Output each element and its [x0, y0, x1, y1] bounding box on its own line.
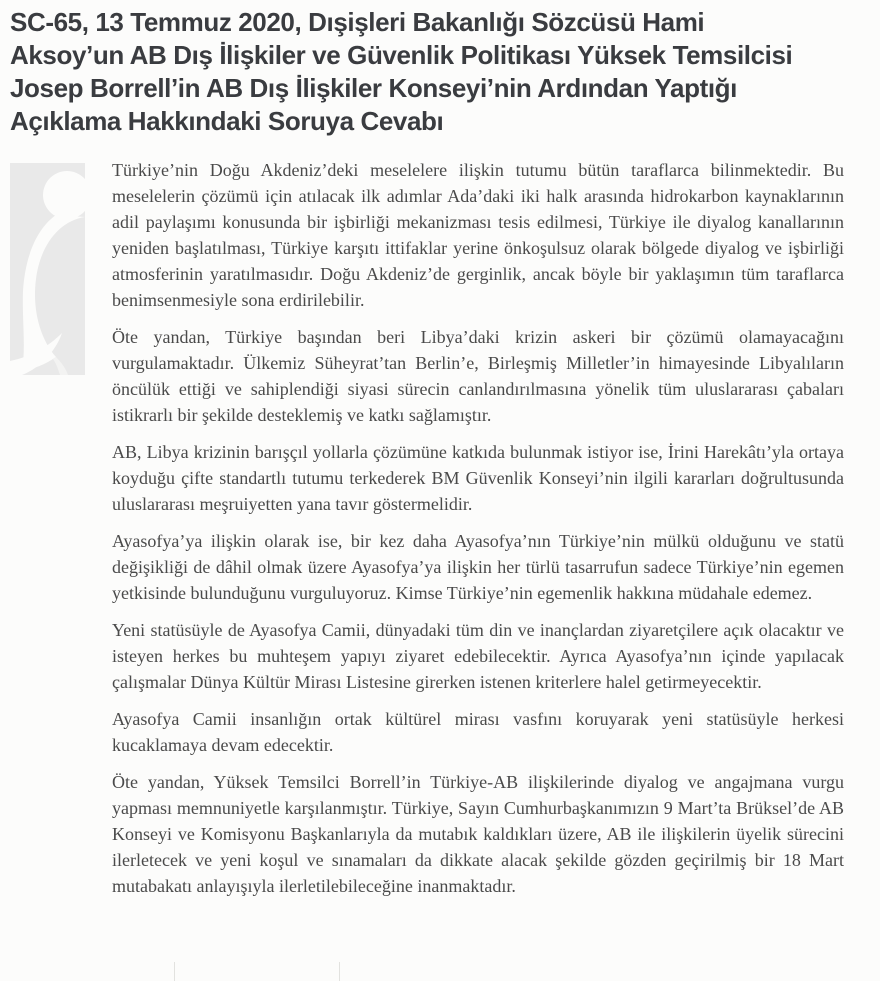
footer-divider — [174, 962, 175, 981]
page-title-line: SC-65, 13 Temmuz 2020, Dışişleri Bakanlığı Sözcüsü Hami — [10, 7, 705, 37]
paragraph-hagia-sophia-heritage: Ayasofya Camii insanlığın ortak kültürel mirası vasfını koruyarak yeni statüsüyle herkesi kucaklamaya devam edecektir. — [112, 709, 844, 755]
page-title-line: Açıklama Hakkındaki Soruya Cevabı — [10, 106, 444, 136]
footer-strip — [0, 962, 880, 981]
paragraph-turkey-eu-relations: Öte yandan, Yüksek Temsilci Borrell’in Türkiye-AB ilişkilerinde diyalog ve angajmana vurgu yapması memnuniyetle karşılanmıştır. Türkiye, Sayın Cumhurbaşkanımızın 9 Mart’ta Brüksel’de AB Konseyi ve Komisyonu Başkanlarıyla da mutabık kaldıkları üzere, AB ile ilişkilerin üyelik sürecini ilerletecek ve yeni koşul ve sınamaları da dikkate alacak şekilde gözden geçirilmiş bir 18 Mart mutabakatı anlayışıyla ilerletilebileceğine inanmaktadır. — [112, 772, 844, 896]
footer-divider — [339, 962, 340, 981]
ministry-emblem-watermark-icon — [10, 163, 90, 378]
paragraph-hagia-sophia-visitors: Yeni statüsüyle de Ayasofya Camii, dünyadaki tüm din ve inançlardan ziyaretçilere açık olacaktır ve isteyen herkes bu muhteşem yapıyı ziyaret edebilecektir. Ayrıca Ayasofya’nın içinde yapılacak çalışmalar Dünya Kültür Mirası Listesine girerken istenen kriterlere halel getirmeyecektir. — [112, 620, 844, 692]
paragraph-libya-support: Öte yandan, Türkiye başından beri Libya’daki krizin askeri bir çözümü olamayacağını vurgulamaktadır. Ülkemiz Süheyrat’tan Berlin’e, Birleşmiş Milletler’in himayesinde Libyalıların öncülük ettiği ve sahiplendiği siyasi sürecin canlandırılmasına yönelik tüm uluslararası çabaları istikrarlı bir şekilde desteklemiş ve katkı sağlamıştır. — [112, 327, 844, 425]
paragraph-eu-irini: AB, Libya krizinin barışçıl yollarla çözümüne katkıda bulunmak istiyor ise, İrini Harekâtı’yla ortaya koyduğu çifte standartlı tutumu terkederek BM Güvenlik Konseyi’nin ilgili kararları doğrultusunda uluslararası meşruiyetten yana tavır göstermelidir. — [112, 442, 844, 514]
page-title — [10, 6, 792, 138]
paragraph-east-mediterranean: Türkiye’nin Doğu Akdeniz’deki meselelere ilişkin tutumu bütün taraflarca bilinmektedir. Bu meselelerin çözümü için atılacak ilk adımlar Ada’daki iki halk arasında hidrokarbon kaynaklarının adil paylaşımı konusunda bir işbirliği mekanizması tesis edilmesi, Türkiye ile diyalog kanallarının yeniden başlatılması, Türkiye karşıtı ittifaklar yerine önkoşulsuz olarak bölgede diyalog ve işbirliği atmosferinin yaratılmasıdır. Doğu Akdeniz’de gerginlik, ancak böyle bir yaklaşımın tüm taraflarca benimsenmesiyle sona erdirilebilir. — [112, 160, 844, 310]
document-body — [112, 157, 844, 910]
paragraph-hagia-sophia-sovereignty: Ayasofya’ya ilişkin olarak ise, bir kez daha Ayasofya’nın Türkiye’nin mülkü olduğunu ve statü değişikliği de dâhil olmak üzere Ayasofya’ya ilişkin her türlü tasarrufun sadece Türkiye’nin egemen yetkisinde bulunduğunu vurguluyoruz. Kimse Türkiye’nin egemenlik hakkına müdahale edemez. — [112, 531, 844, 603]
page-title-line: Josep Borrell’in AB Dış İlişkiler Konseyi’nin Ardından Yaptığı — [10, 73, 737, 103]
page-title-line: Aksoy’un AB Dış İlişkiler ve Güvenlik Politikası Yüksek Temsilcisi — [10, 40, 793, 70]
